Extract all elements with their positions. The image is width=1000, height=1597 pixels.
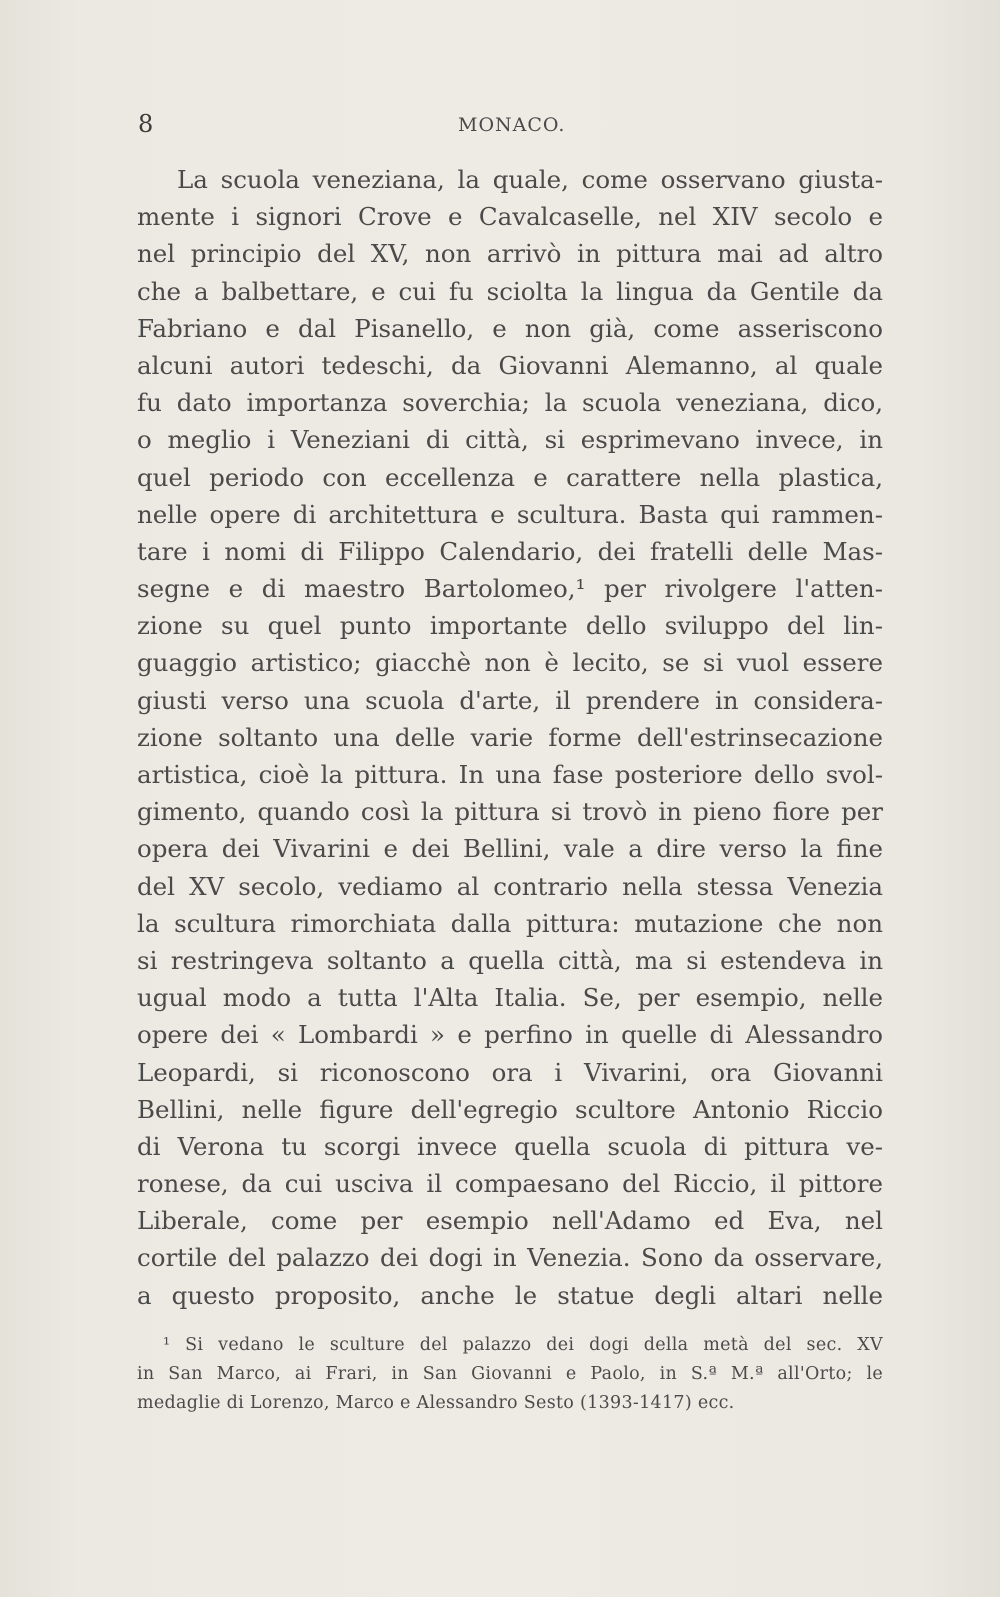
text-line: a questo proposito, anche le statue degli altari nelle [137,1280,883,1310]
footnote-line: ¹ Si vedano le sculture del palazzo dei dogi della metà del sec. XV [163,1335,883,1355]
page-number: 8 [138,110,154,138]
text-line: di Verona tu scorgi invece quella scuola di pittura ve- [137,1131,883,1161]
text-line: si restringeva soltanto a quella città, ma si estendeva in [137,945,883,975]
text-line: opere dei « Lombardi » e perfino in quelle di Alessandro [137,1020,883,1050]
text-line: Bellini, nelle figure dell'egregio scultore Antonio Riccio [137,1094,883,1124]
running-head [138,110,883,142]
text-line: La scuola veneziana, la quale, come osservano giusta- [177,165,883,194]
text-line: ugual modo a tutta l'Alta Italia. Se, per esempio, nelle [137,983,883,1013]
text-line: giusti verso una scuola d'arte, il prendere in considera- [137,685,883,715]
footnote-line: medaglie di Lorenzo, Marco e Alessandro Sesto (1393-1417) ecc. [137,1393,735,1413]
text-line: del XV secolo, vediamo al contrario nella stessa Venezia [137,871,883,901]
text-line: cortile del palazzo dei dogi in Venezia. Sono da osservare, [137,1243,883,1273]
text-line: zione su quel punto importante dello sviluppo del lin- [137,611,883,641]
text-line: mente i signori Crove e Cavalcaselle, nel XIV secolo e [137,202,883,232]
text-line: ronese, da cui usciva il compaesano del Riccio, il pittore [137,1169,883,1199]
text-line: segne e di maestro Bartolomeo,¹ per rivolgere l'atten- [137,574,883,604]
text-line: nelle opere di architettura e scultura. Basta qui rammen- [137,499,883,529]
text-line: Leopardi, si riconoscono ora i Vivarini, ora Giovanni [137,1057,883,1087]
text-line: zione soltanto una delle varie forme dell'estrinsecazione [137,722,883,752]
text-line: artistica, cioè la pittura. In una fase posteriore dello svol- [137,760,883,789]
footnote-line: in San Marco, ai Frari, in San Giovanni e Paolo, in S.ª M.ª all'Orto; le [137,1364,883,1384]
text-line: opera dei Vivarini e dei Bellini, vale a dire verso la fine [137,834,883,864]
text-line: Fabriano e dal Pisanello, e non già, come asseriscono [137,313,883,343]
text-line: fu dato importanza soverchia; la scuola veneziana, dico, [137,388,883,418]
text-line: alcuni autori tedeschi, da Giovanni Alemanno, al quale [137,350,883,380]
text-line: nel principio del XV, non arrivò in pittura mai ad altro [137,239,883,269]
text-line: tare i nomi di Filippo Calendario, dei fratelli delle Mas- [137,536,883,566]
text-line: guaggio artistico; giacchè non è lecito, se si vuol essere [137,648,883,678]
text-line: la scultura rimorchiata dalla pittura: mutazione che non [137,908,883,938]
body-text [137,161,883,1314]
text-line: gimento, quando così la pittura si trovò in pieno fiore per [137,797,883,827]
text-line: che a balbettare, e cui fu sciolta la lingua da Gentile da [137,276,883,306]
footnote [137,1331,883,1418]
text-line: Liberale, come per esempio nell'Adamo ed Eva, nel [137,1206,883,1236]
text-line: o meglio i Veneziani di città, si esprimevano invece, in [137,425,883,455]
running-title: MONACO. [458,114,566,136]
text-line: quel periodo con eccellenza e carattere nella plastica, [137,462,883,492]
